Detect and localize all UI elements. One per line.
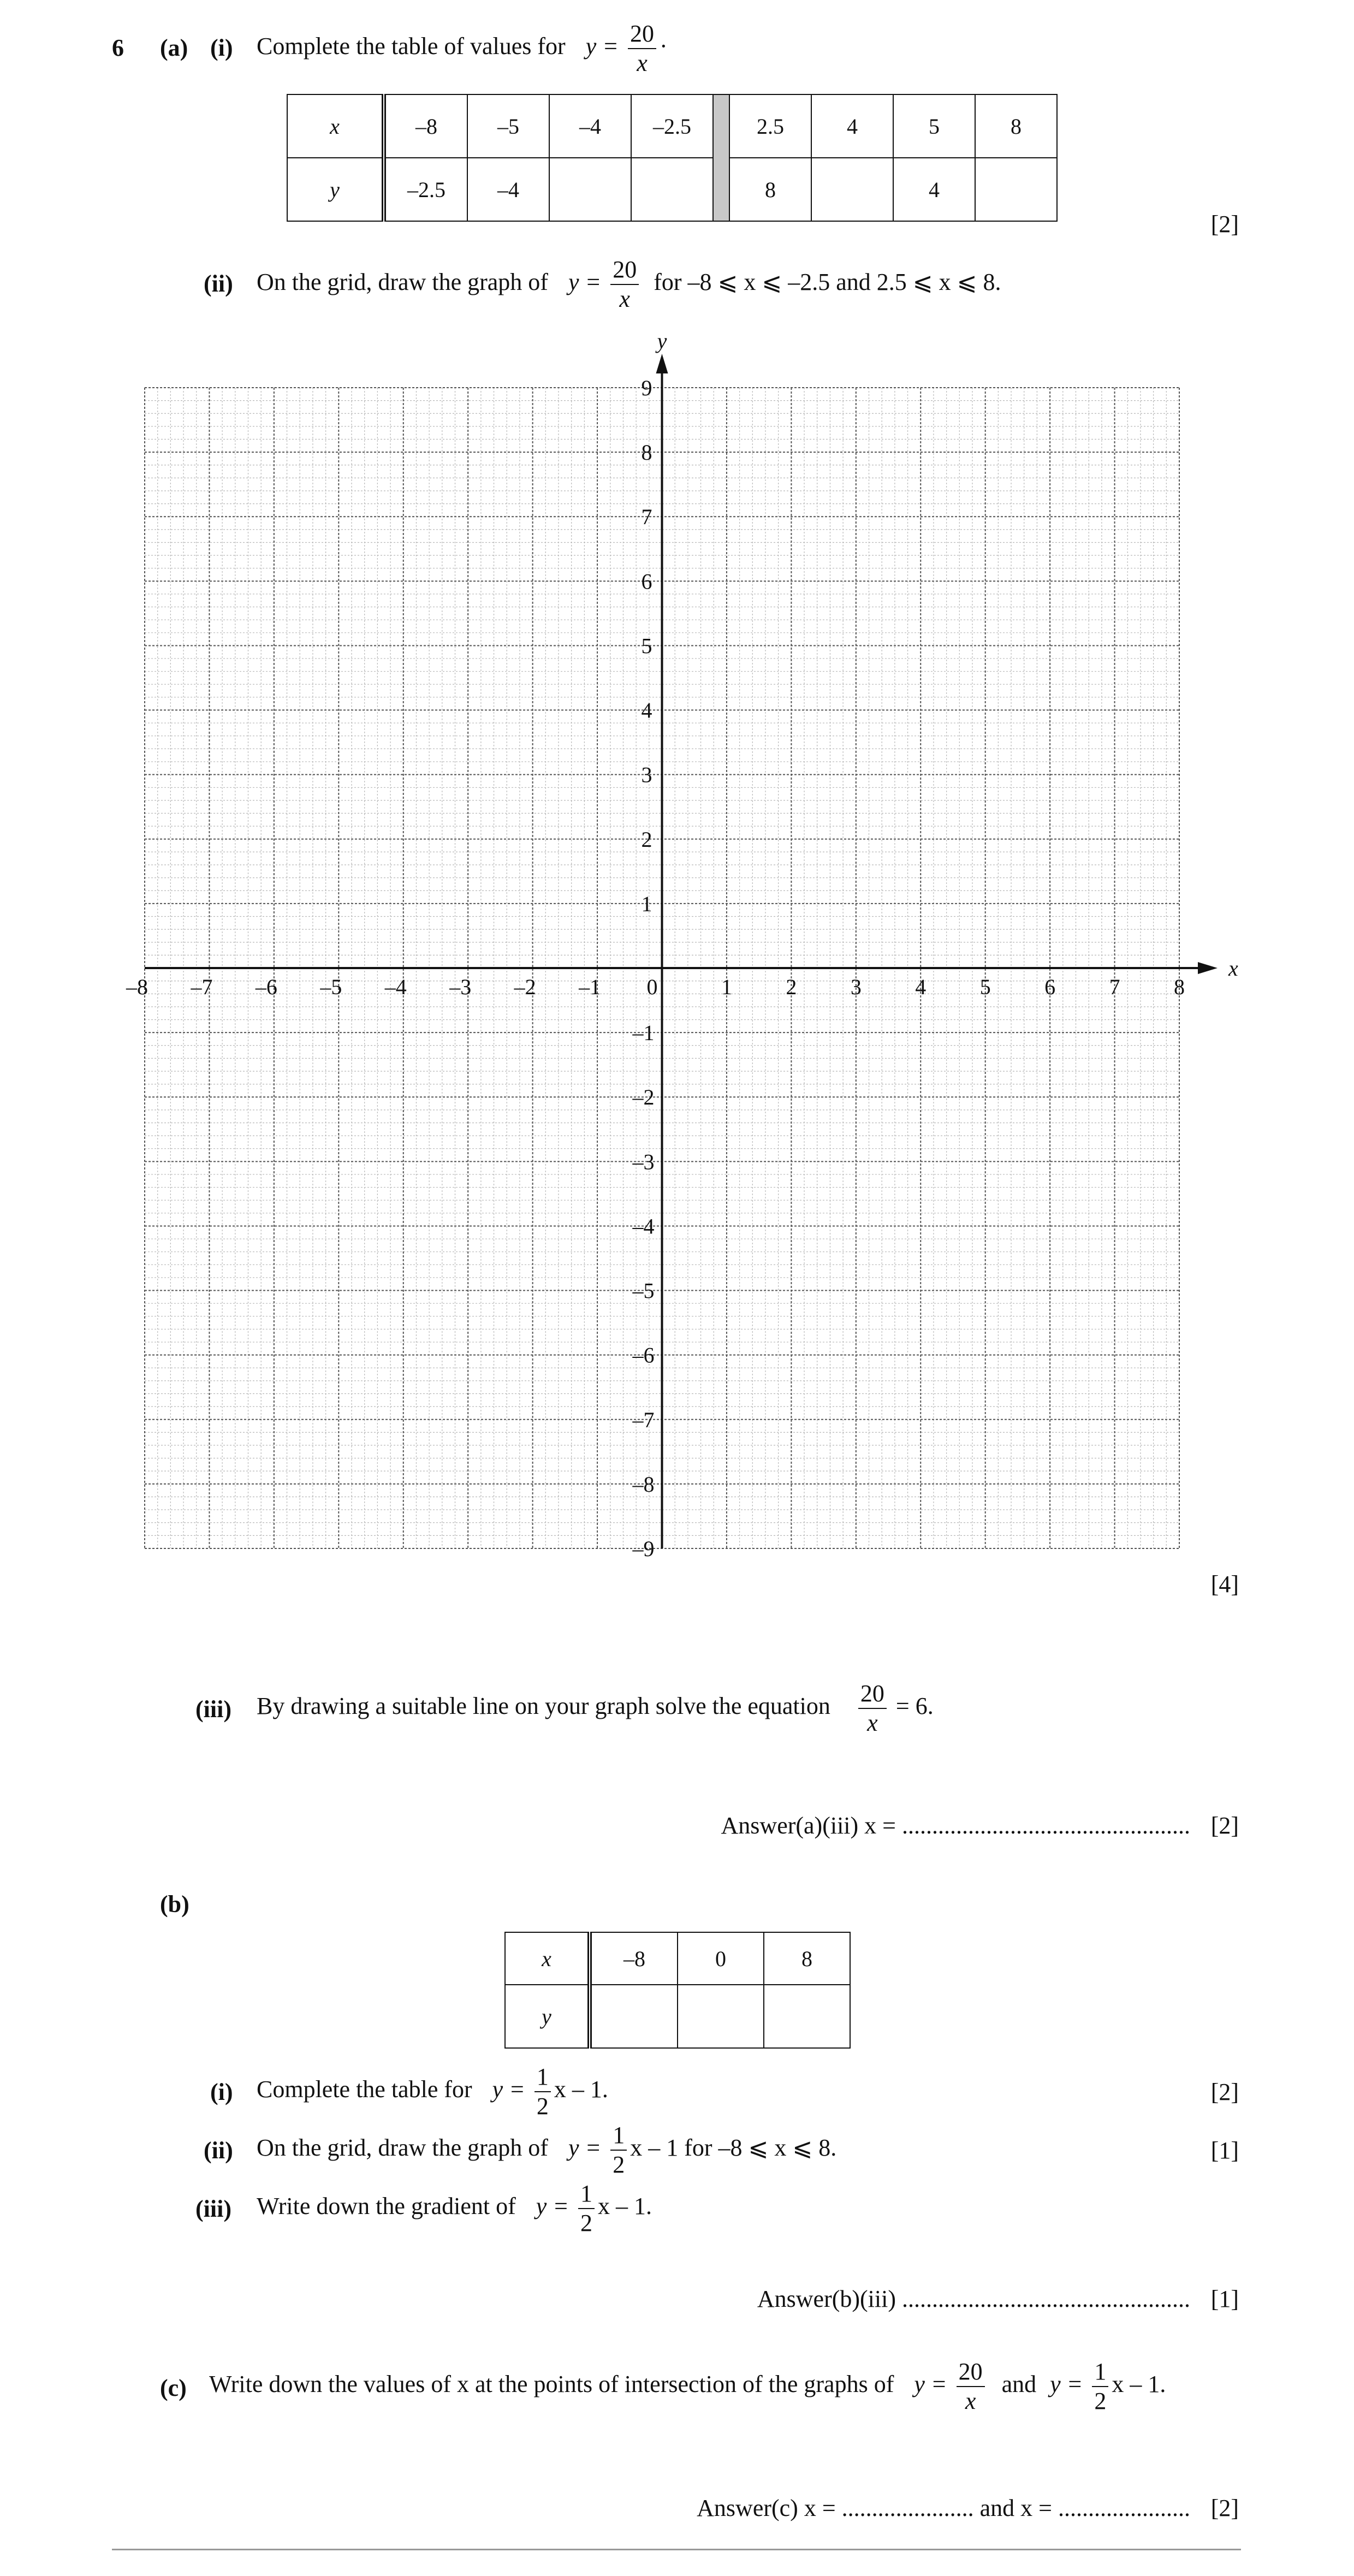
part-a-label: (a) [160,34,188,61]
x-tick-label: –7 [191,975,213,999]
table-a-x-cell: 4 [811,94,893,158]
part-b-iii-prompt: Write down the gradient of [257,2193,516,2220]
fraction-20-over-x: $\frac{20}{x}$ [610,258,639,311]
answer-c[interactable]: Answer(c) x = ...................... and x = ...................... [697,2495,1190,2521]
x-tick-label: 4 [915,975,927,999]
fraction-half: $\frac{1}{2}$ [535,2065,551,2118]
table-a-gap-shading [713,94,729,221]
part-c-text [209,2360,1166,2413]
y-tick-label: 5 [641,633,652,658]
table-a-y-cell[interactable] [811,158,893,221]
part-b-label: (b) [160,1891,189,1918]
y-tick-label: 9 [641,376,652,400]
equation-lhs: y = [568,2134,602,2162]
y-tick-label: –2 [632,1085,655,1110]
fraction-half: $\frac{1}{2}$ [1092,2360,1108,2413]
origin-label: 0 [646,975,658,999]
table-a-x-cell: 8 [975,94,1057,158]
table-b-y-cell[interactable] [590,1985,678,2048]
y-tick-label: 7 [641,504,652,530]
y-tick-label: –4 [632,1214,655,1239]
y-tick-label: –9 [632,1536,655,1561]
mark-c: [2] [1210,2495,1239,2521]
y-tick-label: –8 [632,1471,655,1497]
fraction-20-over-x: $\frac{20}{x}$ [858,1682,887,1735]
table-b-x-cell: 0 [678,1932,764,1985]
values-table-a [287,94,1058,222]
y-axis-label: y [657,329,667,353]
table-b-y-cell[interactable] [764,1985,850,2048]
x-tick-label: 5 [979,975,991,999]
answer-b-iii[interactable]: Answer(b)(iii) ................................................ [757,2286,1190,2312]
equation-lhs: y = [1050,2371,1083,2398]
table-a-x-cell: –8 [384,94,467,158]
x-tick-label: –1 [579,975,601,999]
and-text: and [1001,2371,1037,2398]
table-a-x-cell: 2.5 [729,94,811,158]
y-tick-label: –7 [632,1407,655,1432]
equation-lhs: y = [585,33,619,60]
table-b-y-header: y [505,1985,590,2048]
x-tick-label: –2 [514,975,536,999]
equation-rhs: = 6. [895,1693,934,1720]
part-b-i-text [257,2065,608,2118]
table-a-y-cell: –4 [467,158,549,221]
part-b-iii-label: (iii) [195,2195,231,2222]
x-tick-label: –8 [126,975,148,999]
x-tick-label: 3 [850,975,862,999]
mark-b-ii: [1] [1210,2137,1239,2164]
part-b-ii-prompt: On the grid, draw the graph of [257,2134,548,2162]
part-a-iii-label: (iii) [195,1696,231,1723]
y-tick-label: 8 [641,440,652,465]
part-b-i-label: (i) [210,2079,233,2105]
x-tick-label: –3 [449,975,472,999]
part-a-ii-text [257,258,1001,311]
table-b-y-cell[interactable] [678,1985,764,2048]
x-tick-label: 1 [721,975,732,999]
table-a-x-cell: 5 [893,94,975,158]
table-a-x-cell: –2.5 [631,94,713,158]
x-axis-label: x [1228,956,1238,981]
y-tick-label: 3 [641,762,652,787]
table-a-y-cell: 4 [893,158,975,221]
domain-text: for –8 ⩽ x ⩽ –2.5 and 2.5 ⩽ x ⩽ 8. [654,269,1001,296]
x-tick-label: 7 [1109,975,1120,999]
mark-a-i: [2] [1210,211,1239,238]
y-tick-label: 1 [641,891,652,916]
fraction-20-over-x: $\frac{20}{x}$ [957,2360,985,2413]
mark-b-iii: [1] [1210,2286,1239,2312]
fraction-half: $\frac{1}{2}$ [610,2123,627,2177]
graph-grid[interactable] [0,317,1354,1583]
table-a-y-cell: 8 [729,158,811,221]
part-b-i-prompt: Complete the table for [257,2076,472,2103]
y-tick-label: –3 [632,1149,655,1174]
y-axis-arrow-icon [656,354,668,373]
table-a-x-cell: –5 [467,94,549,158]
part-a-i-prompt: Complete the table of values for [257,33,566,60]
y-tick-label: –5 [632,1278,655,1303]
equation-lhs: y = [568,269,602,296]
question-number: 6 [112,34,124,61]
table-a-y-cell: –2.5 [384,158,467,221]
x-tick-label: –5 [320,975,342,999]
y-tick-label: –1 [632,1020,655,1046]
mark-b-i: [2] [1210,2079,1239,2105]
part-c-label: (c) [160,2375,187,2401]
mark-a-ii: [4] [1210,1571,1239,1598]
table-b-x-header: x [505,1932,590,1985]
y-tick-label: 2 [641,827,652,852]
part-a-ii-label: (ii) [204,270,233,297]
table-a-x-header: x [287,94,384,158]
part-c-prompt: Write down the values of x at the points of intersection of the graphs of [209,2371,894,2398]
equation-lhs: y = [914,2371,947,2398]
table-a-y-cell[interactable] [975,158,1057,221]
x-tick-label: 2 [786,975,797,999]
equation-rhs: x – 1. [597,2193,652,2220]
answer-a-iii[interactable]: Answer(a)(iii) x = ................................................ [721,1812,1190,1839]
equation-rhs: x – 1 for –8 ⩽ x ⩽ 8. [630,2134,837,2162]
table-a-y-cell[interactable] [631,158,713,221]
table-b-x-cell: 8 [764,1932,850,1985]
equation-rhs: x – 1. [1112,2371,1166,2398]
y-tick-label: 4 [641,698,652,723]
y-tick-label: 6 [641,569,652,594]
x-axis-arrow-icon [1198,962,1218,974]
part-a-iii-prompt: By drawing a suitable line on your graph solve the equation [257,1693,830,1720]
equation-rhs: x – 1. [554,2076,608,2103]
part-a-i-text: Complete the table of values for y = $\frac{20}{x}$ · [257,20,668,76]
part-a-iii-text [257,1682,934,1735]
part-b-ii-label: (ii) [204,2137,233,2164]
equation-lhs: y = [492,2076,525,2103]
x-tick-label: –6 [255,975,277,999]
page-bottom-rule [112,2549,1241,2550]
mark-a-iii: [2] [1210,1812,1239,1839]
table-a-y-header: y [287,158,384,221]
fraction-20-over-x: $\frac{20}{x}$ [628,22,656,75]
x-tick-label: 6 [1044,975,1056,999]
y-tick-label: –6 [632,1343,655,1368]
part-b-ii-text [257,2123,836,2177]
fraction-half: $\frac{1}{2}$ [578,2182,595,2235]
table-a-y-cell[interactable] [549,158,631,221]
x-tick-label: 8 [1174,975,1185,999]
x-tick-label: –4 [384,975,407,999]
equation-lhs: y = [536,2193,569,2220]
part-a-ii-prompt: On the grid, draw the graph of [257,269,548,296]
table-b-x-cell: –8 [590,1932,678,1985]
values-table-b [504,1932,851,2049]
part-a-i-label: (i) [210,34,233,61]
table-a-x-cell: –4 [549,94,631,158]
part-b-iii-text [257,2182,652,2235]
